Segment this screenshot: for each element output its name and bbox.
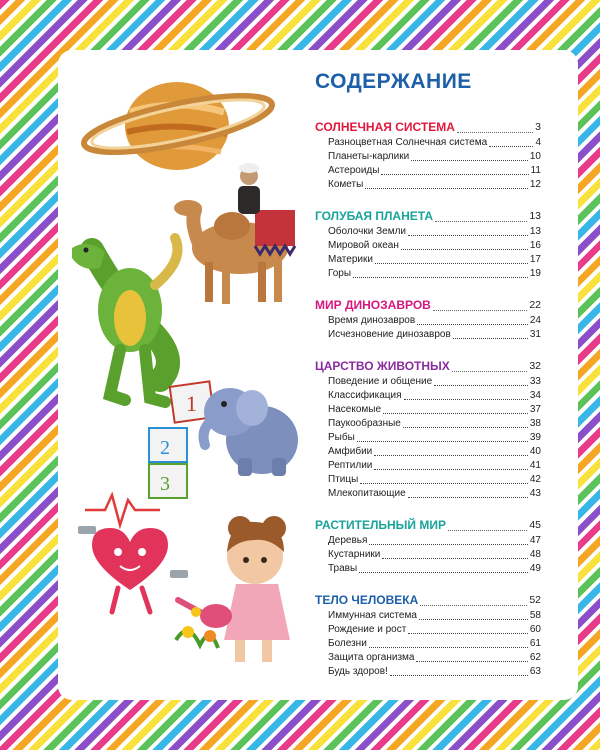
entry-title: Рыбы (328, 432, 355, 443)
dot-leader (411, 160, 528, 161)
entry-title: Исчезновение динозавров (328, 329, 451, 340)
block-2-label: 2 (160, 437, 170, 459)
dot-leader (374, 469, 527, 470)
elephant-icon (204, 388, 298, 476)
entry-page-number: 11 (530, 165, 541, 176)
dot-leader (382, 558, 528, 559)
toc-entry[interactable] (315, 239, 541, 253)
entry-title: Млекопитающие (328, 488, 406, 499)
chapter-page-number: 22 (529, 299, 541, 311)
entry-page-number: 37 (529, 404, 541, 415)
chapter-title: РАСТИТЕЛЬНЫЙ МИР (315, 518, 447, 532)
toc-entry[interactable] (315, 445, 541, 459)
toc-section (315, 591, 541, 679)
block-3-label: 3 (160, 473, 170, 495)
dot-leader (390, 675, 528, 676)
toc-entry[interactable] (315, 389, 541, 403)
toc-chapter-heading[interactable] (315, 296, 541, 314)
chapter-page-number: 32 (529, 360, 541, 372)
entry-page-number: 62 (529, 652, 541, 663)
entry-title: Мировой океан (328, 240, 399, 251)
entry-title: Материки (328, 254, 373, 265)
entry-title: Болезни (328, 638, 367, 649)
chapter-page-number: 3 (535, 121, 541, 133)
toc-entry[interactable] (315, 328, 541, 342)
entry-page-number: 39 (529, 432, 541, 443)
girl-icon (176, 516, 290, 662)
toc-entry[interactable] (315, 314, 541, 328)
toc-entry[interactable] (315, 609, 541, 623)
entry-title: Классификация (328, 390, 402, 401)
entry-title: Защита организма (328, 652, 415, 663)
entry-page-number: 17 (529, 254, 541, 265)
entry-page-number: 40 (529, 446, 541, 457)
dot-leader (434, 385, 528, 386)
dot-leader (448, 530, 527, 531)
toc-entry[interactable] (315, 534, 541, 548)
dot-leader (365, 188, 528, 189)
chapter-page-number: 13 (529, 210, 541, 222)
chapter-title: ТЕЛО ЧЕЛОВЕКА (315, 593, 419, 607)
dot-leader (404, 399, 528, 400)
dot-leader (408, 497, 528, 498)
entry-title: Горы (328, 268, 352, 279)
toc-chapter-heading[interactable] (315, 591, 541, 609)
toc-section (315, 207, 541, 281)
entry-page-number: 47 (529, 535, 541, 546)
dot-leader (416, 661, 527, 662)
heart-icon (78, 495, 188, 612)
saturn-icon (80, 82, 276, 170)
page-title: СОДЕРЖАНИЕ (315, 70, 472, 93)
chapter-title: МИР ДИНОЗАВРОВ (315, 298, 431, 312)
dot-leader (452, 371, 528, 372)
dot-leader (360, 483, 528, 484)
toc-section (315, 516, 541, 576)
entry-page-number: 49 (529, 563, 541, 574)
entry-title: Рептилии (328, 460, 373, 471)
dot-leader (435, 221, 527, 222)
toc-entry[interactable] (315, 459, 541, 473)
entry-title: Рождение и рост (328, 624, 407, 635)
toc-entry[interactable] (315, 487, 541, 501)
entry-title: Разноцветная Солнечная система (328, 137, 488, 148)
dot-leader (433, 310, 527, 311)
toc-entry[interactable] (315, 665, 541, 679)
chapter-title: СОЛНЕЧНАЯ СИСТЕМА (315, 120, 455, 134)
entry-title: Время динозавров (328, 315, 416, 326)
entry-page-number: 41 (529, 460, 541, 471)
chapter-page-number: 52 (529, 594, 541, 606)
dot-leader (408, 235, 528, 236)
entry-page-number: 43 (529, 488, 541, 499)
toc-entry[interactable] (315, 403, 541, 417)
dot-leader (369, 647, 528, 648)
dot-leader (359, 572, 528, 573)
chapter-page-number: 45 (529, 519, 541, 531)
dot-leader (374, 455, 528, 456)
dot-leader (357, 441, 528, 442)
entry-title: Травы (328, 563, 358, 574)
dot-leader (401, 249, 528, 250)
dot-leader (383, 413, 528, 414)
toc-chapter-heading[interactable] (315, 207, 541, 225)
toc-chapter-heading[interactable] (315, 357, 541, 375)
toc-entry[interactable] (315, 225, 541, 239)
dot-leader (489, 146, 533, 147)
entry-title: Птицы (328, 474, 359, 485)
dot-leader (457, 132, 533, 133)
toc-entry[interactable] (315, 164, 541, 178)
dinosaur-icon (72, 238, 178, 402)
entry-page-number: 10 (529, 151, 541, 162)
entry-page-number: 42 (529, 474, 541, 485)
entry-page-number: 19 (529, 268, 541, 279)
entry-page-number: 60 (529, 624, 541, 635)
chapter-title: ГОЛУБАЯ ПЛАНЕТА (315, 209, 433, 223)
entry-title: Астероиды (328, 165, 380, 176)
dot-leader (408, 633, 528, 634)
toc-entry[interactable] (315, 417, 541, 431)
toc-entry[interactable] (315, 651, 541, 665)
toc-entry[interactable] (315, 473, 541, 487)
toc-entry[interactable] (315, 375, 541, 389)
toc-entry[interactable] (315, 562, 541, 576)
entry-page-number: 63 (529, 666, 541, 677)
entry-page-number: 31 (529, 329, 541, 340)
dot-leader (417, 324, 528, 325)
dot-leader (353, 277, 528, 278)
entry-page-number: 13 (529, 226, 541, 237)
toc-entry[interactable] (315, 253, 541, 267)
toc-entry[interactable] (315, 267, 541, 281)
toc-section (315, 357, 541, 501)
entry-title: Кометы (328, 179, 364, 190)
toc-section (315, 118, 541, 192)
dot-leader (369, 544, 527, 545)
entry-page-number: 48 (529, 549, 541, 560)
dot-leader (420, 605, 527, 606)
dot-leader (381, 174, 528, 175)
entry-title: Будь здоров! (328, 666, 388, 677)
dot-leader (453, 338, 528, 339)
block-1-label: 1 (186, 391, 197, 416)
entry-page-number: 24 (529, 315, 541, 326)
toc-entry[interactable] (315, 150, 541, 164)
dot-leader (403, 427, 528, 428)
toc-entry[interactable] (315, 178, 541, 192)
entry-page-number: 34 (529, 390, 541, 401)
entry-title: Амфибии (328, 446, 373, 457)
entry-title: Планеты-карлики (328, 151, 410, 162)
entry-page-number: 12 (529, 179, 541, 190)
entry-page-number: 61 (529, 638, 541, 649)
entry-page-number: 4 (535, 137, 541, 148)
entry-title: Оболочки Земли (328, 226, 406, 237)
entry-page-number: 58 (529, 610, 541, 621)
entry-title: Паукообразные (328, 418, 401, 429)
toc-section (315, 296, 541, 342)
entry-title: Иммунная система (328, 610, 417, 621)
toc-entry[interactable] (315, 637, 541, 651)
dot-leader (375, 263, 528, 264)
entry-title: Деревья (328, 535, 368, 546)
entry-page-number: 16 (529, 240, 541, 251)
toc-chapter-heading[interactable] (315, 516, 541, 534)
toc-entry[interactable] (315, 548, 541, 562)
table-of-contents (315, 118, 541, 694)
entry-title: Насекомые (328, 404, 382, 415)
chapter-title: ЦАРСТВО ЖИВОТНЫХ (315, 359, 450, 373)
toc-chapter-heading[interactable] (315, 118, 541, 136)
toc-entry[interactable] (315, 623, 541, 637)
entry-page-number: 33 (529, 376, 541, 387)
entry-page-number: 38 (529, 418, 541, 429)
entry-title: Кустарники (328, 549, 381, 560)
dot-leader (419, 619, 528, 620)
entry-title: Поведение и общение (328, 376, 433, 387)
camel-icon (174, 163, 295, 304)
toc-entry[interactable] (315, 136, 541, 150)
toc-entry[interactable] (315, 431, 541, 445)
